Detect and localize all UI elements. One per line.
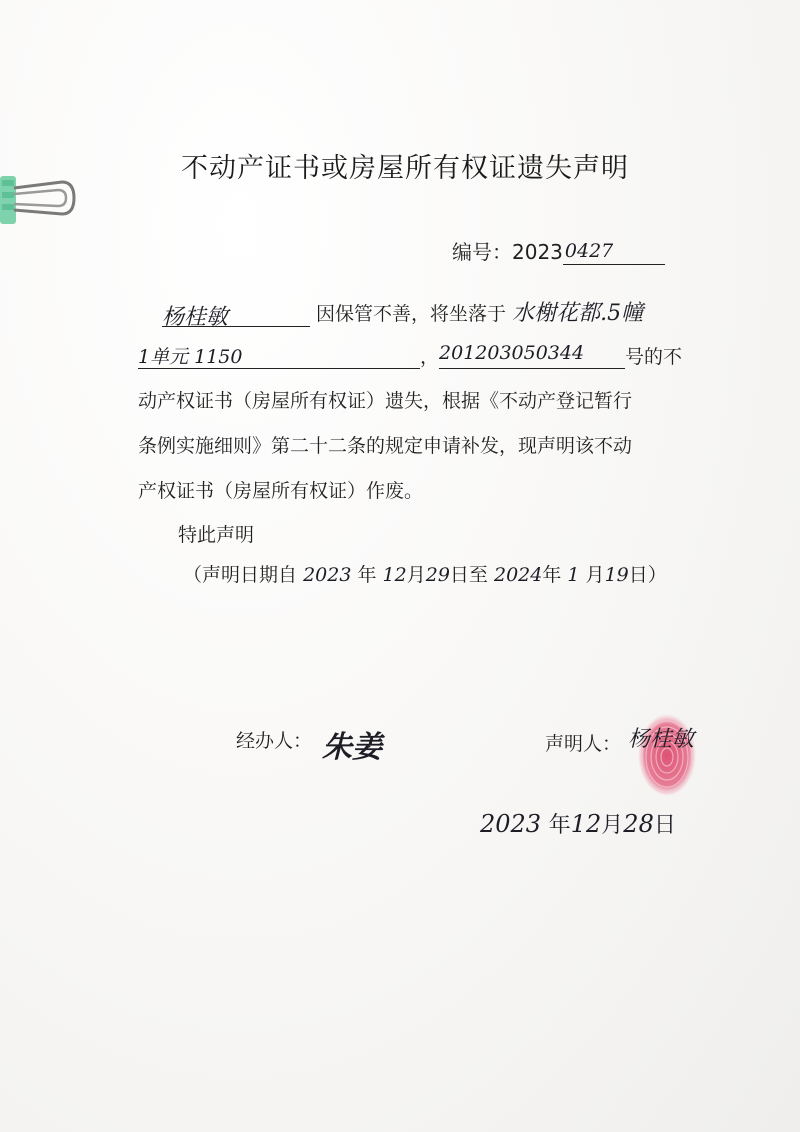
lost-text: 因保管不善，将坐落于 bbox=[316, 303, 507, 325]
handler-signature: 朱姜 bbox=[322, 730, 382, 765]
sign-day: 28 bbox=[623, 810, 654, 838]
declarant-signature: 杨桂敏 bbox=[628, 727, 695, 752]
sign-year-char: 年 bbox=[548, 813, 571, 838]
period-to: 日至 bbox=[449, 564, 488, 586]
comma: ， bbox=[420, 346, 440, 368]
period-start-day: 29 bbox=[425, 564, 450, 586]
serial-printed: 2023 bbox=[512, 240, 563, 264]
page-title: 不动产证书或房屋所有权证遗失声明 bbox=[181, 153, 629, 184]
serial-handwritten: 0427 bbox=[563, 240, 665, 265]
owner-name-handwritten: 杨桂敏 bbox=[162, 300, 310, 327]
period-year-char-2: 年 bbox=[542, 564, 562, 586]
special-statement: 特此声明 bbox=[178, 524, 255, 546]
address-handwritten-1: 水榭花都.5幢 bbox=[512, 301, 644, 326]
paragraph-line-5: 产权证书（房屋所有权证）作废。 bbox=[138, 480, 424, 502]
sign-year: 2023 bbox=[480, 810, 542, 838]
paragraph-line-1 bbox=[162, 296, 644, 330]
number-suffix: 号的不 bbox=[625, 346, 683, 368]
sign-month: 12 bbox=[570, 810, 602, 838]
period-start-month: 12 bbox=[382, 564, 407, 586]
sign-date bbox=[480, 808, 676, 839]
sign-month-char: 月 bbox=[601, 813, 624, 838]
period-month-char-2: 月 bbox=[585, 564, 605, 586]
address-handwritten-2: 1单元 1150 bbox=[138, 342, 420, 369]
serial-number bbox=[452, 236, 665, 265]
period-open: （声明日期自 bbox=[183, 564, 298, 586]
paragraph-line-4: 条例实施细则》第二十二条的规定申请补发，现声明该不动 bbox=[138, 435, 633, 457]
sign-day-char: 日 bbox=[653, 813, 676, 838]
handler-label: 经办人： bbox=[236, 730, 313, 752]
period-month-char-1: 月 bbox=[406, 564, 426, 586]
period-end-day: 19 bbox=[604, 564, 629, 586]
certificate-number-handwritten: 201203050344 bbox=[439, 342, 625, 369]
declaration-period bbox=[183, 560, 667, 587]
period-start-year: 2023 bbox=[303, 564, 352, 586]
period-end-year: 2024 bbox=[493, 564, 543, 586]
serial-label: 编号： bbox=[452, 240, 512, 264]
period-year-char-1: 年 bbox=[357, 564, 377, 586]
paragraph-line-2 bbox=[138, 342, 682, 369]
paragraph-line-3: 动产权证书（房屋所有权证）遗失，根据《不动产登记暂行 bbox=[138, 390, 633, 412]
period-end-month: 1 bbox=[567, 564, 580, 586]
period-close: 日） bbox=[628, 564, 667, 586]
declarant-label: 声明人： bbox=[545, 733, 622, 755]
